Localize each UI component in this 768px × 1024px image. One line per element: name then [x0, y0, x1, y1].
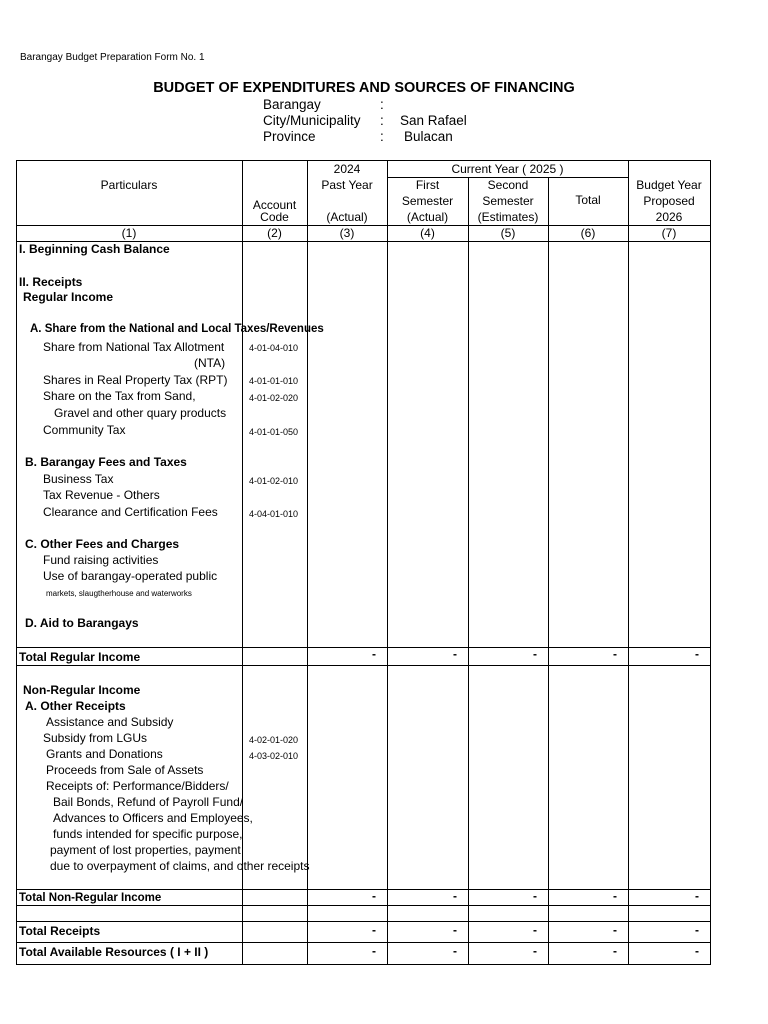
code-business: 4-01-02-010 [249, 476, 299, 486]
header-second-2: Semester [482, 194, 534, 208]
value-dash: - [613, 923, 617, 937]
value-dash: - [533, 889, 537, 903]
value-dash: - [372, 944, 376, 958]
col-number: (6) [580, 226, 596, 240]
row-perf-5: payment of lost properties, payment [50, 843, 241, 857]
row-perf-2: Bail Bonds, Refund of Payroll Fund/ [53, 795, 244, 809]
header-budget-3: 2026 [655, 210, 683, 224]
row-beginning-cash: I. Beginning Cash Balance [19, 242, 170, 256]
code-rpt: 4-01-01-010 [249, 376, 299, 386]
code-community: 4-01-01-050 [249, 427, 299, 437]
row-perf-4: funds intended for specific purpose, [53, 827, 243, 841]
grid-line [242, 160, 243, 964]
row-share-header: A. Share from the National and Local Taxes/Revenues [30, 323, 324, 335]
header-account: Account [252, 198, 297, 212]
row-perf-1: Receipts of: Performance/Bidders/ [46, 779, 229, 793]
form-number: Barangay Budget Preparation Form No. 1 [20, 52, 205, 63]
code-subsidy: 4-02-01-020 [249, 735, 299, 745]
province-value: Bulacan [404, 129, 453, 144]
header-second-1: Second [487, 178, 529, 192]
row-community: Community Tax [43, 423, 126, 437]
header-past-year-1: 2024 [333, 162, 361, 176]
value-dash: - [453, 944, 457, 958]
col-number: (2) [267, 226, 282, 240]
header-first-3: (Actual) [406, 210, 449, 224]
row-use-brgy: Use of barangay-operated public [43, 569, 218, 583]
row-other-receipts: A. Other Receipts [25, 699, 126, 713]
header-total: Total [575, 193, 601, 207]
header-code: Code [260, 210, 289, 224]
header-budget-1: Budget Year [636, 178, 702, 192]
col-number: (7) [661, 226, 677, 240]
value-dash: - [372, 923, 376, 937]
grid-line [387, 160, 388, 964]
header-past-year-3: (Actual) [326, 210, 368, 224]
value-dash: - [533, 923, 537, 937]
grid-line [16, 647, 711, 648]
col-number: (5) [500, 226, 516, 240]
header-current-year: Current Year ( 2025 ) [451, 162, 564, 176]
header-first-1: First [415, 178, 440, 192]
row-aid-header: D. Aid to Barangays [25, 616, 139, 630]
row-grants: Grants and Donations [46, 747, 163, 761]
row-total-non-regular: Total Non-Regular Income [19, 892, 162, 904]
row-clearance: Clearance and Certification Fees [43, 505, 218, 519]
header-first-2: Semester [401, 194, 454, 208]
code-nta: 4-01-04-010 [249, 343, 299, 353]
col-number: (3) [339, 226, 355, 240]
row-perf-3: Advances to Officers and Employees, [53, 811, 253, 825]
value-dash: - [613, 944, 617, 958]
value-dash: - [372, 889, 376, 903]
row-tax-rev: Tax Revenue - Others [43, 488, 160, 502]
grid-line [16, 665, 711, 666]
value-dash: - [453, 889, 457, 903]
grid-line [628, 160, 629, 964]
province-colon: : [380, 129, 384, 144]
code-sand: 4-01-02-020 [249, 393, 299, 403]
grid-line [548, 177, 549, 964]
value-dash: - [533, 647, 537, 661]
row-assistance: Assistance and Subsidy [46, 715, 174, 729]
row-use-brgy-2: markets, slaugtherhouse and waterworks [46, 589, 192, 598]
header-second-3: (Estimates) [477, 210, 539, 224]
city-label: City/Municipality [263, 113, 361, 128]
code-grants: 4-03-02-010 [249, 751, 299, 761]
city-value: San Rafael [400, 113, 467, 128]
value-dash: - [453, 923, 457, 937]
page-title: BUDGET OF EXPENDITURES AND SOURCES OF FINANCING [153, 80, 575, 96]
row-total-regular: Total Regular Income [19, 650, 141, 664]
grid-line [16, 889, 711, 890]
barangay-colon: : [380, 97, 384, 112]
row-receipts: II. Receipts [19, 275, 83, 289]
col-number: (4) [420, 226, 435, 240]
row-total-receipts: Total Receipts [19, 924, 101, 938]
row-non-regular: Non-Regular Income [23, 683, 141, 697]
row-sand: Share on the Tax from Sand, [43, 389, 196, 403]
grid-line [16, 942, 711, 943]
row-rpt: Shares in Real Property Tax (RPT) [43, 373, 228, 387]
row-sand-2: Gravel and other quary products [54, 406, 227, 420]
value-dash: - [695, 944, 699, 958]
grid-line [307, 160, 308, 964]
value-dash: - [453, 647, 457, 661]
row-subsidy-lgu: Subsidy from LGUs [43, 731, 148, 745]
code-clearance: 4-04-01-010 [249, 509, 299, 519]
header-past-year-2: Past Year [321, 178, 373, 192]
row-fees-header: B. Barangay Fees and Taxes [25, 455, 187, 469]
row-perf-6: due to overpayment of claims, and other receipts [50, 859, 310, 873]
grid-line [468, 177, 469, 964]
barangay-label: Barangay [263, 97, 321, 112]
row-proceeds: Proceeds from Sale of Assets [46, 763, 204, 777]
grid-line [16, 964, 711, 965]
row-other-fees-header: C. Other Fees and Charges [25, 537, 180, 551]
value-dash: - [695, 889, 699, 903]
value-dash: - [613, 647, 617, 661]
grid-line [16, 921, 711, 922]
row-business: Business Tax [43, 472, 114, 486]
grid-line [16, 160, 17, 964]
value-dash: - [695, 647, 699, 661]
header-budget-2: Proposed [643, 194, 695, 208]
budget-table [16, 160, 711, 965]
row-fund-raising: Fund raising activities [43, 553, 159, 567]
city-colon: : [380, 113, 384, 128]
row-nta-2: (NTA) [194, 356, 226, 370]
grid-line [16, 905, 711, 906]
grid-line [16, 160, 711, 161]
grid-line [710, 160, 711, 964]
value-dash: - [372, 647, 376, 661]
value-dash: - [613, 889, 617, 903]
row-nta: Share from National Tax Allotment [43, 340, 225, 354]
col-number: (1) [121, 226, 137, 240]
header-particulars: Particulars [100, 178, 158, 192]
value-dash: - [695, 923, 699, 937]
province-label: Province [263, 129, 316, 144]
value-dash: - [533, 944, 537, 958]
row-regular-income: Regular Income [23, 290, 114, 304]
row-total-available: Total Available Resources ( I + II ) [19, 945, 209, 959]
